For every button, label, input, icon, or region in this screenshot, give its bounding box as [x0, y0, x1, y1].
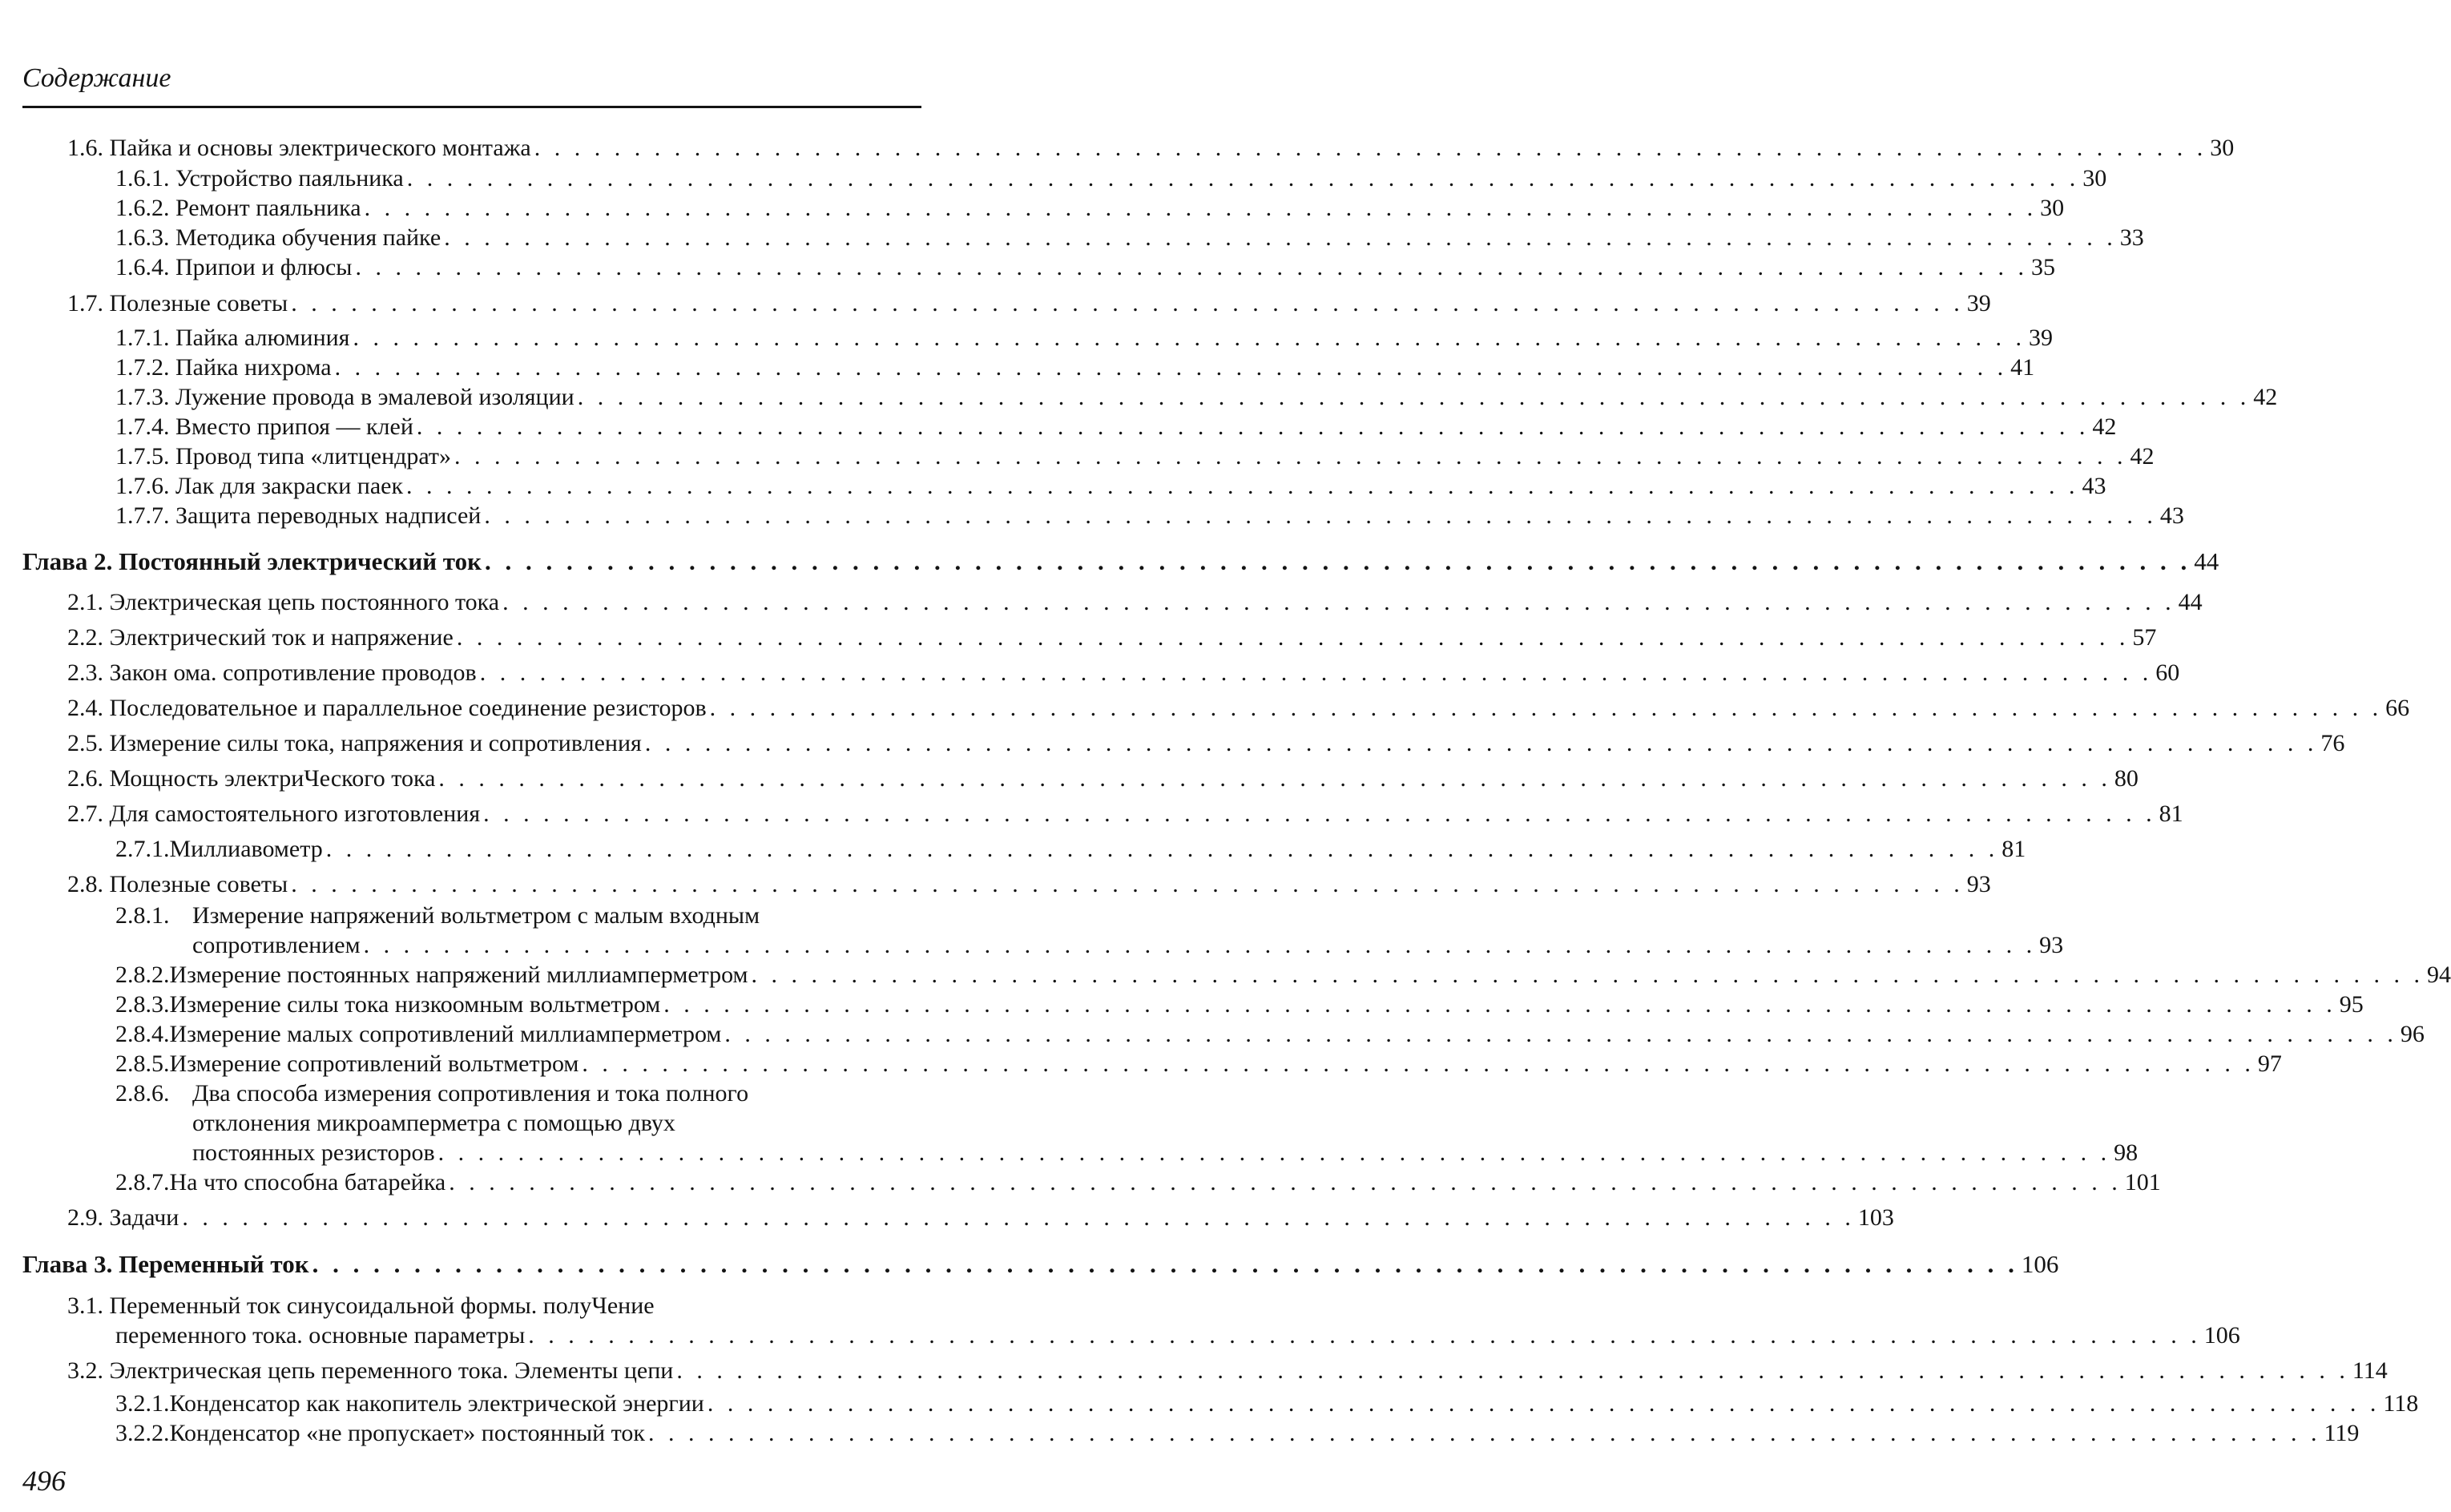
- toc-title: Мощность электриЧеского тока: [109, 765, 436, 792]
- toc-entry-2-8-5: [115, 1050, 2282, 1079]
- leader-dots: . . . . . . . . . . . . . . . . . . . . . . . . . . . . . . . . . . . . . . . . . . . . . . . . . . . . . . . . . . . . . . . . . . . . . . . . . . . . . . . . . . . .: [707, 1390, 2380, 1417]
- leader-dots: . . . . . . . . . . . . . . . . . . . . . . . . . . . . . . . . . . . . . . . . . . . . . . . . . . . . . . . . . . . . . . . . . . . . . . . . . . . . . . . . . . . .: [534, 135, 2207, 161]
- toc-number: 1.7.2.: [115, 354, 170, 381]
- toc-title: Электрическая цепь постоянного тока: [109, 589, 500, 615]
- toc-entry-2-5: [67, 729, 2345, 758]
- toc-entry-1-6-4: [115, 253, 2055, 282]
- toc-entry-2-8: [67, 870, 1991, 899]
- toc-page: 57: [2132, 624, 2157, 651]
- leader-dots: . . . . . . . . . . . . . . . . . . . . . . . . . . . . . . . . . . . . . . . . . . . . . . . . . . . . . . . . . . . . . . . . . . . . . . . . . . . . . . . . . . . .: [325, 836, 1999, 862]
- toc-entry-2-8-6-line3: [192, 1139, 2139, 1167]
- toc-title: Лак для закраски паек: [175, 473, 404, 499]
- toc-entry-1-7-1: [115, 324, 2053, 353]
- toc-page: 30: [2082, 165, 2107, 192]
- toc-title: Провод типа «литцендрат»: [175, 443, 452, 470]
- toc-title: Измерение силы тока, напряжения и сопротивления: [109, 730, 642, 756]
- toc-number: 2.3.: [67, 659, 103, 686]
- toc-entry-3-1-line2: [115, 1321, 2240, 1350]
- toc-number: 1.7.5.: [115, 443, 170, 470]
- toc-entry-3-2-2: [115, 1419, 2360, 1448]
- toc-page: 93: [1966, 871, 1991, 897]
- leader-dots: . . . . . . . . . . . . . . . . . . . . . . . . . . . . . . . . . . . . . . . . . . . . . . . . . . . . . . . . . . . . . . . . . . . . . . . . . . . . . . . . . . . .: [644, 730, 2318, 756]
- toc-number: 2.7.: [67, 800, 103, 827]
- leader-dots: . . . . . . . . . . . . . . . . . . . . . . . . . . . . . . . . . . . . . . . . . . . . . . . . . . . . . . . . . . . . . . . . . . . . . . . . . . . . . . . . . . . .: [647, 1420, 2321, 1446]
- leader-dots: . . . . . . . . . . . . . . . . . . . . . . . . . . . . . . . . . . . . . . . . . . . . . . . . . . . . . . . . . . . . . . . . . . . . . . . . . . . . . . . . . . . .: [751, 962, 2425, 988]
- toc-page: 42: [2092, 413, 2117, 440]
- toc-entry-1-6-3: [115, 224, 2144, 252]
- toc-page: 60: [2155, 659, 2180, 686]
- toc-number: 1.7.1.: [115, 325, 170, 351]
- toc-entry-1-7-2: [115, 353, 2035, 382]
- toc-page: 76: [2320, 730, 2345, 756]
- toc-page: 30: [2210, 135, 2235, 161]
- toc-number: 3.1.: [67, 1292, 103, 1319]
- toc-entry-3-2-1: [115, 1389, 2419, 1418]
- leader-dots: . . . . . . . . . . . . . . . . . . . . . . . . . . . . . . . . . . . . . . . . . . . . . . . . . . . . . . . . . . . . . . . . . . . . . . . . . . . . . . . . . . . .: [353, 325, 2026, 351]
- toc-page: 98: [2114, 1139, 2139, 1166]
- toc-title: Припои и флюсы: [175, 254, 353, 280]
- toc-entry-1-7-4: [115, 413, 2117, 442]
- toc-title-continued: сопротивлением: [192, 932, 361, 958]
- toc-number: 2.8.5.: [115, 1050, 170, 1077]
- leader-dots: . . . . . . . . . . . . . . . . . . . . . . . . . . . . . . . . . . . . . . . . . . . . . . . . . . . . . . . . . . . . . . . . . . . . . . . . . . . . . . . . . . . .: [444, 224, 2117, 251]
- toc-number: 3.2.: [67, 1357, 103, 1384]
- toc-number: 2.8.3.: [115, 991, 170, 1018]
- leader-dots: . . . . . . . . . . . . . . . . . . . . . . . . . . . . . . . . . . . . . . . . . . . . . . . . . . . . . . . . . . . . . . . . . . . . . . . . . . . . . . . . . . . .: [485, 547, 2191, 575]
- toc-page: 44: [2194, 547, 2219, 575]
- toc-page: 39: [1966, 290, 1991, 317]
- toc-page: 44: [2178, 589, 2203, 615]
- toc-title: Постоянный электрический ток: [119, 547, 482, 575]
- toc-page: 96: [2400, 1021, 2425, 1047]
- toc-title: Устройство паяльника: [175, 165, 404, 192]
- toc-page: 95: [2339, 991, 2364, 1018]
- toc-entry-1-6-1: [115, 164, 2107, 193]
- toc-page: 39: [2029, 325, 2053, 351]
- leader-dots: . . . . . . . . . . . . . . . . . . . . . . . . . . . . . . . . . . . . . . . . . . . . . . . . . . . . . . . . . . . . . . . . . . . . . . . . . . . . . . . . . . . .: [438, 765, 2111, 792]
- toc-number: 2.2.: [67, 624, 103, 651]
- toc-number: 2.1.: [67, 589, 103, 615]
- toc-entry-2-1: [67, 588, 2203, 617]
- toc-title: Измерение силы тока низкоомным вольтметром: [169, 991, 661, 1018]
- toc-page: 42: [2253, 384, 2278, 410]
- toc-page: 106: [2203, 1322, 2240, 1349]
- toc-entry-2-8-2: [115, 961, 2451, 990]
- leader-dots: . . . . . . . . . . . . . . . . . . . . . . . . . . . . . . . . . . . . . . . . . . . . . . . . . . . . . . . . . . . . . . . . . . . . . . . . . . . . . . . . . . . .: [364, 195, 2038, 221]
- leader-dots: . . . . . . . . . . . . . . . . . . . . . . . . . . . . . . . . . . . . . . . . . . . . . . . . . . . . . . . . . . . . . . . . . . . . . . . . . . . . . . . . . . . .: [456, 624, 2130, 651]
- toc-title: Полезные советы: [109, 871, 288, 897]
- toc-title: Защита переводных надписей: [175, 502, 482, 529]
- toc-page: 119: [2324, 1420, 2360, 1446]
- toc-number: 1.7.7.: [115, 502, 170, 529]
- toc-title: Методика обучения пайке: [175, 224, 441, 251]
- page-number: 496: [22, 1465, 66, 1497]
- leader-dots: . . . . . . . . . . . . . . . . . . . . . . . . . . . . . . . . . . . . . . . . . . . . . . . . . . . . . . . . . . . . . . . . . . . . . . . . . . . . . . . . . . . .: [406, 473, 2079, 499]
- toc-entry-1-6: [67, 134, 2235, 163]
- toc-entry-3-1-line1: [67, 1292, 655, 1320]
- toc-title: Пайка алюминия: [175, 325, 350, 351]
- toc-title: Конденсатор как накопитель электрической энергии: [169, 1390, 704, 1417]
- toc-page: 101: [2124, 1169, 2161, 1195]
- toc-entry-1-7-3: [115, 383, 2278, 412]
- toc-number: 2.9.: [67, 1204, 103, 1231]
- leader-dots: . . . . . . . . . . . . . . . . . . . . . . . . . . . . . . . . . . . . . . . . . . . . . . . . . . . . . . . . . . . . . . . . . . . . . . . . . . . . . . . . . . . .: [449, 1169, 2122, 1195]
- toc-title: Задачи: [109, 1204, 179, 1231]
- leader-dots: . . . . . . . . . . . . . . . . . . . . . . . . . . . . . . . . . . . . . . . . . . . . . . . . . . . . . . . . . . . . . . . . . . . . . . . . . . . . . . . . . . . .: [454, 443, 2127, 470]
- toc-title-continued: переменного тока. основные параметры: [115, 1322, 526, 1349]
- toc-entry-1-7-5: [115, 442, 2155, 471]
- toc-page: 43: [2082, 473, 2106, 499]
- toc-title: Измерение напряжений вольтметром с малым входным: [192, 902, 760, 929]
- toc-title: Вместо припоя — клей: [175, 413, 413, 440]
- toc-entry-2-7: [67, 800, 2183, 829]
- toc-page: 114: [2352, 1357, 2388, 1384]
- toc-number: 2.6.: [67, 765, 103, 792]
- toc-entry-2-8-1-line2: [192, 931, 2064, 960]
- toc-number: 2.8.1.: [115, 902, 170, 929]
- toc-entry-2-9: [67, 1204, 1894, 1232]
- toc-title: Переменный ток синусоидальной формы. полуЧение: [109, 1292, 655, 1319]
- leader-dots: . . . . . . . . . . . . . . . . . . . . . . . . . . . . . . . . . . . . . . . . . . . . . . . . . . . . . . . . . . . . . . . . . . . . . . . . . . . . . . . . . . . .: [483, 800, 2156, 827]
- toc-number: 2.8.7.: [115, 1169, 170, 1195]
- toc-title: Ремонт паяльника: [175, 195, 361, 221]
- leader-dots: . . . . . . . . . . . . . . . . . . . . . . . . . . . . . . . . . . . . . . . . . . . . . . . . . . . . . . . . . . . . . . . . . . . . . . . . . . . . . . . . . . . .: [416, 413, 2090, 440]
- toc-number: 3.2.2.: [115, 1420, 170, 1446]
- toc-page: 93: [2039, 932, 2064, 958]
- toc-entry-2-8-4: [115, 1020, 2425, 1049]
- toc-number: 1.7.4.: [115, 413, 170, 440]
- toc-page: 66: [2385, 695, 2410, 721]
- toc-page: 41: [2010, 354, 2035, 381]
- toc-number: 2.5.: [67, 730, 103, 756]
- toc-chapter-3: [22, 1250, 2059, 1279]
- toc-entry-2-8-3: [115, 990, 2364, 1019]
- leader-dots: . . . . . . . . . . . . . . . . . . . . . . . . . . . . . . . . . . . . . . . . . . . . . . . . . . . . . . . . . . . . . . . . . . . . . . . . . . . . . . . . . . . .: [406, 165, 2080, 192]
- toc-number: 1.6.3.: [115, 224, 170, 251]
- toc-entry-1-7-6: [115, 472, 2106, 501]
- toc-page: 106: [2021, 1250, 2059, 1278]
- leader-dots: . . . . . . . . . . . . . . . . . . . . . . . . . . . . . . . . . . . . . . . . . . . . . . . . . . . . . . . . . . . . . . . . . . . . . . . . . . . . . . . . . . . .: [484, 502, 2157, 529]
- toc-page: 43: [2159, 502, 2184, 529]
- toc-title: Для самостоятельного изготовления: [109, 800, 481, 827]
- leader-dots: . . . . . . . . . . . . . . . . . . . . . . . . . . . . . . . . . . . . . . . . . . . . . . . . . . . . . . . . . . . . . . . . . . . . . . . . . . . . . . . . . . . .: [437, 1139, 2111, 1166]
- toc-number: Глава 3.: [22, 1250, 113, 1278]
- toc-number: 1.7.: [67, 290, 103, 317]
- toc-title: Измерение постоянных напряжений миллиамперметром: [169, 962, 748, 988]
- toc-number: Глава 2.: [22, 547, 113, 575]
- leader-dots: . . . . . . . . . . . . . . . . . . . . . . . . . . . . . . . . . . . . . . . . . . . . . . . . . . . . . . . . . . . . . . . . . . . . . . . . . . . . . . . . . . . .: [502, 589, 2175, 615]
- toc-title: Пайка нихрома: [175, 354, 332, 381]
- leader-dots: . . . . . . . . . . . . . . . . . . . . . . . . . . . . . . . . . . . . . . . . . . . . . . . . . . . . . . . . . . . . . . . . . . . . . . . . . . . . . . . . . . . .: [334, 354, 2008, 381]
- toc-number: 2.8.2.: [115, 962, 170, 988]
- toc-entry-2-4: [67, 694, 2410, 723]
- toc-page: 35: [2030, 254, 2055, 280]
- toc-title: Закон ома. сопротивление проводов: [109, 659, 477, 686]
- toc-number: 2.7.1.: [115, 836, 170, 862]
- toc-page: 30: [2040, 195, 2065, 221]
- leader-dots: . . . . . . . . . . . . . . . . . . . . . . . . . . . . . . . . . . . . . . . . . . . . . . . . . . . . . . . . . . . . . . . . . . . . . . . . . . . . . . . . . . . .: [528, 1322, 2201, 1349]
- toc-chapter-2: [22, 547, 2219, 576]
- toc-number: 1.6.: [67, 135, 103, 161]
- toc-title: На что способна батарейка: [169, 1169, 446, 1195]
- toc-title: Полезные советы: [109, 290, 288, 317]
- leader-dots: . . . . . . . . . . . . . . . . . . . . . . . . . . . . . . . . . . . . . . . . . . . . . . . . . . . . . . . . . . . . . . . . . . . . . . . . . . . . . . . . . . . .: [355, 254, 2028, 280]
- toc-entry-1-7-7: [115, 502, 2184, 530]
- leader-dots: . . . . . . . . . . . . . . . . . . . . . . . . . . . . . . . . . . . . . . . . . . . . . . . . . . . . . . . . . . . . . . . . . . . . . . . . . . . . . . . . . . . .: [724, 1021, 2397, 1047]
- toc-entry-2-8-7: [115, 1168, 2161, 1197]
- toc-entry-2-2: [67, 623, 2157, 652]
- toc-entry-2-3: [67, 659, 2180, 687]
- toc-title: Пайка и основы электрического монтажа: [109, 135, 531, 161]
- toc-page: 80: [2114, 765, 2139, 792]
- toc-title: Измерение сопротивлений вольтметром: [169, 1050, 579, 1077]
- toc-title: Два способа измерения сопротивления и тока полного: [192, 1080, 749, 1107]
- toc-number: 2.8.4.: [115, 1021, 170, 1047]
- toc-number: 3.2.1.: [115, 1390, 170, 1417]
- leader-dots: . . . . . . . . . . . . . . . . . . . . . . . . . . . . . . . . . . . . . . . . . . . . . . . . . . . . . . . . . . . . . . . . . . . . . . . . . . . . . . . . . . . .: [291, 871, 1964, 897]
- leader-dots: . . . . . . . . . . . . . . . . . . . . . . . . . . . . . . . . . . . . . . . . . . . . . . . . . . . . . . . . . . . . . . . . . . . . . . . . . . . . . . . . . . . .: [479, 659, 2153, 686]
- toc-title: Электрическая цепь переменного тока. Элементы цепи: [109, 1357, 674, 1384]
- toc-number: 2.4.: [67, 695, 103, 721]
- toc-entry-2-7-1: [115, 835, 2026, 864]
- toc-title: Измерение малых сопротивлений миллиамперметром: [169, 1021, 722, 1047]
- toc-title: Конденсатор «не пропускает» постоянный ток: [169, 1420, 645, 1446]
- toc-page: 94: [2427, 962, 2451, 988]
- leader-dots: . . . . . . . . . . . . . . . . . . . . . . . . . . . . . . . . . . . . . . . . . . . . . . . . . . . . . . . . . . . . . . . . . . . . . . . . . . . . . . . . . . . .: [676, 1357, 2349, 1384]
- leader-dots: . . . . . . . . . . . . . . . . . . . . . . . . . . . . . . . . . . . . . . . . . . . . . . . . . . . . . . . . . . . . . . . . . . . . . . . . . . . . . . . . . . . .: [663, 991, 2336, 1018]
- leader-dots: . . . . . . . . . . . . . . . . . . . . . . . . . . . . . . . . . . . . . . . . . . . . . . . . . . . . . . . . . . . . . . . . . . . . . . . . . . . . . . . . . . . .: [577, 384, 2251, 410]
- toc-title: Миллиавометр: [169, 836, 323, 862]
- toc-entry-3-2: [67, 1357, 2388, 1385]
- toc-number: 1.6.4.: [115, 254, 170, 280]
- toc-entry-2-8-6-line1: [115, 1079, 748, 1108]
- toc-entry-2-8-6-line2: [192, 1109, 675, 1138]
- toc-number: 1.7.3.: [115, 384, 170, 410]
- toc-number: 1.7.6.: [115, 473, 170, 499]
- toc-page: 103: [1857, 1204, 1894, 1231]
- toc-title: Лужение провода в эмалевой изоляции: [175, 384, 574, 410]
- running-header: Содержание: [22, 63, 171, 93]
- toc-entry-2-6: [67, 764, 2139, 793]
- toc-page: 81: [2002, 836, 2026, 862]
- toc-title-continued: постоянных резисторов: [192, 1139, 435, 1166]
- toc-page: 33: [2119, 224, 2144, 251]
- toc-number: 2.8.: [67, 871, 103, 897]
- toc-page: 42: [2130, 443, 2155, 470]
- toc-page: 97: [2257, 1050, 2282, 1077]
- toc-number: 2.8.6.: [115, 1080, 170, 1107]
- toc-entry-1-7: [67, 289, 1991, 318]
- leader-dots: . . . . . . . . . . . . . . . . . . . . . . . . . . . . . . . . . . . . . . . . . . . . . . . . . . . . . . . . . . . . . . . . . . . . . . . . . . . . . . . . . . . .: [709, 695, 2383, 721]
- leader-dots: . . . . . . . . . . . . . . . . . . . . . . . . . . . . . . . . . . . . . . . . . . . . . . . . . . . . . . . . . . . . . . . . . . . . . . . . . . . . . . . . . . . .: [182, 1204, 1855, 1231]
- leader-dots: . . . . . . . . . . . . . . . . . . . . . . . . . . . . . . . . . . . . . . . . . . . . . . . . . . . . . . . . . . . . . . . . . . . . . . . . . . . . . . . . . . . .: [363, 932, 2037, 958]
- toc-title: Электрический ток и напряжение: [109, 624, 454, 651]
- toc-number: 1.6.1.: [115, 165, 170, 192]
- leader-dots: . . . . . . . . . . . . . . . . . . . . . . . . . . . . . . . . . . . . . . . . . . . . . . . . . . . . . . . . . . . . . . . . . . . . . . . . . . . . . . . . . . . .: [312, 1250, 2018, 1278]
- toc-title: Переменный ток: [119, 1250, 309, 1278]
- toc-title-continued: отклонения микроамперметра с помощью двух: [192, 1110, 675, 1136]
- toc-number: 1.6.2.: [115, 195, 170, 221]
- toc-page: 118: [2383, 1390, 2419, 1417]
- leader-dots: . . . . . . . . . . . . . . . . . . . . . . . . . . . . . . . . . . . . . . . . . . . . . . . . . . . . . . . . . . . . . . . . . . . . . . . . . . . . . . . . . . . .: [582, 1050, 2255, 1077]
- toc-page: 81: [2159, 800, 2183, 827]
- toc-entry-1-6-2: [115, 194, 2065, 223]
- toc-title: Последовательное и параллельное соединение резисторов: [109, 695, 707, 721]
- toc-entry-2-8-1-line1: [115, 901, 760, 930]
- leader-dots: . . . . . . . . . . . . . . . . . . . . . . . . . . . . . . . . . . . . . . . . . . . . . . . . . . . . . . . . . . . . . . . . . . . . . . . . . . . . . . . . . . . .: [291, 290, 1964, 317]
